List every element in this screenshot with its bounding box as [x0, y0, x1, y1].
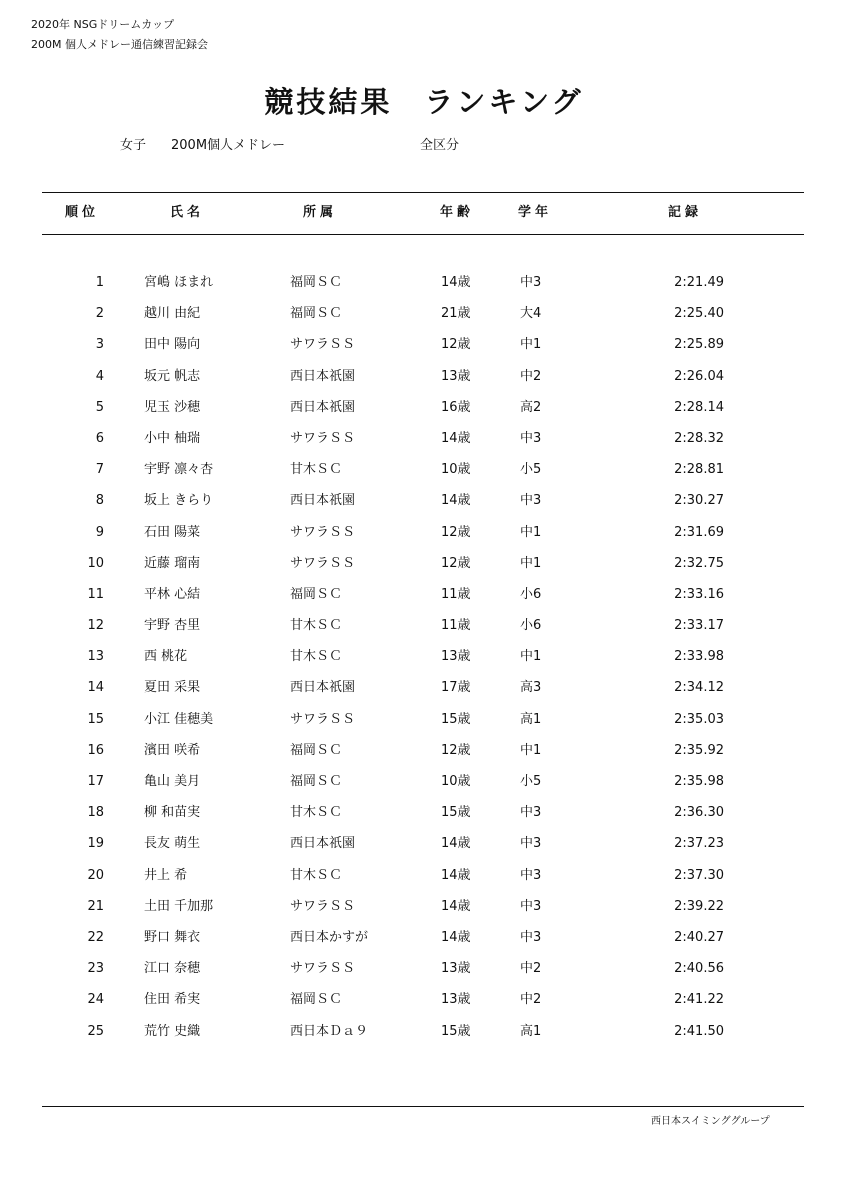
division-label: 全区分: [420, 138, 460, 153]
rank-cell: 25: [87, 1023, 104, 1039]
club-cell: サワラＳＳ: [290, 524, 356, 540]
record-cell: 2:36.30: [674, 805, 724, 821]
footer-rule: [42, 1106, 804, 1107]
name-cell: 小江 佳穂美: [144, 711, 214, 727]
grade-cell: 中1: [520, 555, 542, 571]
club-cell: 西日本祇園: [290, 680, 356, 696]
name-cell: 井上 希: [144, 867, 188, 883]
record-cell: 2:28.14: [674, 399, 724, 415]
table-row: [0, 585, 848, 616]
age-cell: 14歳: [441, 898, 471, 914]
grade-cell: 小6: [520, 586, 542, 602]
rank-cell: 12: [87, 618, 104, 634]
name-cell: 野口 舞衣: [144, 929, 201, 945]
club-cell: 福岡ＳＣ: [290, 774, 343, 789]
club-cell: 西日本Ｄａ９: [290, 1023, 369, 1039]
age-cell: 14歳: [441, 493, 471, 509]
age-cell: 13歳: [441, 961, 471, 977]
rank-cell: 22: [87, 929, 104, 945]
name-cell: 濱田 咲希: [144, 742, 201, 758]
age-cell: 13歳: [441, 992, 471, 1008]
grade-cell: 中2: [520, 992, 542, 1008]
table-row: [0, 803, 848, 834]
club-cell: 福岡ＳＣ: [290, 306, 343, 322]
name-cell: 宇野 凛々杏: [144, 462, 214, 478]
record-cell: 2:35.03: [674, 711, 724, 727]
name-cell: 平林 心結: [144, 586, 201, 602]
name-cell: 西 桃花: [144, 649, 188, 665]
rank-cell: 1: [95, 275, 104, 290]
table-row: [0, 523, 848, 554]
name-cell: 長友 萌生: [144, 836, 201, 852]
club-cell: 甘木ＳＣ: [290, 649, 343, 665]
record-cell: 2:25.89: [674, 337, 724, 353]
club-cell: サワラＳＳ: [290, 337, 356, 353]
club-cell: 西日本祇園: [290, 836, 356, 852]
record-cell: 2:28.81: [674, 462, 724, 478]
record-cell: 2:40.56: [674, 961, 724, 977]
grade-cell: 中1: [520, 742, 542, 758]
age-cell: 14歳: [441, 867, 471, 883]
results-table-body: [0, 273, 848, 1053]
table-row: [0, 273, 848, 304]
grade-cell: 小6: [520, 618, 542, 634]
name-cell: 田中 陽向: [144, 337, 201, 353]
name-cell: 越川 由紀: [144, 306, 201, 322]
record-cell: 2:33.16: [674, 586, 724, 602]
grade-cell: 中1: [520, 649, 542, 665]
rank-cell: 14: [87, 680, 104, 696]
name-cell: 近藤 瑠南: [144, 555, 201, 571]
table-row: [0, 678, 848, 709]
age-cell: 12歳: [441, 337, 471, 353]
rank-cell: 2: [95, 306, 104, 322]
rank-cell: 17: [87, 774, 104, 789]
table-row: [0, 959, 848, 990]
rank-cell: 6: [95, 430, 104, 446]
age-cell: 13歳: [441, 368, 471, 384]
grade-cell: 中3: [520, 493, 542, 509]
column-header-age: 年齢: [440, 205, 475, 220]
grade-cell: 中3: [520, 430, 542, 446]
table-row: [0, 491, 848, 522]
table-row: [0, 335, 848, 366]
age-cell: 15歳: [441, 711, 471, 727]
club-cell: サワラＳＳ: [290, 555, 356, 571]
rank-cell: 8: [95, 493, 104, 509]
age-cell: 17歳: [441, 680, 471, 696]
age-cell: 14歳: [441, 275, 471, 290]
record-cell: 2:35.92: [674, 742, 724, 758]
gender-label: 女子: [120, 138, 147, 153]
table-row: [0, 398, 848, 429]
table-row: [0, 304, 848, 335]
record-cell: 2:37.30: [674, 867, 724, 883]
name-cell: 石田 陽菜: [144, 524, 201, 540]
grade-cell: 中3: [520, 836, 542, 852]
club-cell: 西日本祇園: [290, 399, 356, 415]
name-cell: 土田 千加那: [144, 898, 214, 914]
age-cell: 14歳: [441, 929, 471, 945]
record-cell: 2:21.49: [674, 275, 724, 290]
club-cell: 福岡ＳＣ: [290, 275, 343, 290]
grade-cell: 中1: [520, 524, 542, 540]
table-row: [0, 460, 848, 491]
rank-cell: 4: [95, 368, 104, 384]
column-header-rank: 順位: [65, 205, 100, 220]
record-cell: 2:40.27: [674, 929, 724, 945]
club-cell: 西日本かすが: [290, 929, 369, 945]
table-row: [0, 866, 848, 897]
table-header-rule: [42, 234, 804, 235]
club-cell: 福岡ＳＣ: [290, 586, 343, 602]
grade-cell: 高3: [520, 680, 542, 696]
table-row: [0, 1022, 848, 1053]
rank-cell: 23: [87, 961, 104, 977]
club-cell: サワラＳＳ: [290, 961, 356, 977]
footer-organization: 西日本スイミンググループ: [651, 1116, 770, 1127]
table-row: [0, 367, 848, 398]
rank-cell: 19: [87, 836, 104, 852]
grade-cell: 高1: [520, 711, 542, 727]
age-cell: 10歳: [441, 774, 471, 789]
column-header-record: 記録: [668, 205, 703, 220]
club-cell: サワラＳＳ: [290, 430, 356, 446]
table-row: [0, 772, 848, 803]
age-cell: 12歳: [441, 555, 471, 571]
event-name: 2020年 NSGドリームカップ: [31, 18, 175, 31]
rank-cell: 15: [87, 711, 104, 727]
age-cell: 11歳: [441, 618, 471, 634]
club-cell: サワラＳＳ: [290, 711, 356, 727]
grade-cell: 中1: [520, 337, 542, 353]
grade-cell: 中3: [520, 805, 542, 821]
name-cell: 住田 希実: [144, 992, 201, 1008]
rank-cell: 10: [87, 555, 104, 571]
column-header-club: 所属: [303, 205, 338, 220]
grade-cell: 小5: [520, 774, 542, 789]
rank-cell: 24: [87, 992, 104, 1008]
grade-cell: 高2: [520, 399, 542, 415]
club-cell: サワラＳＳ: [290, 898, 356, 914]
age-cell: 15歳: [441, 1023, 471, 1039]
rank-cell: 11: [87, 586, 104, 602]
age-cell: 10歳: [441, 462, 471, 478]
name-cell: 宮嶋 ほまれ: [144, 275, 214, 290]
table-row: [0, 928, 848, 959]
age-cell: 14歳: [441, 836, 471, 852]
age-cell: 16歳: [441, 399, 471, 415]
age-cell: 15歳: [441, 805, 471, 821]
rank-cell: 18: [87, 805, 104, 821]
event-label: 200M個人メドレー: [171, 138, 286, 153]
table-row: [0, 616, 848, 647]
rank-cell: 7: [95, 462, 104, 478]
table-row: [0, 429, 848, 460]
name-cell: 坂元 帆志: [144, 368, 201, 384]
record-cell: 2:37.23: [674, 836, 724, 852]
club-cell: 甘木ＳＣ: [290, 805, 343, 821]
table-row: [0, 554, 848, 585]
column-header-name: 氏名: [170, 205, 205, 220]
name-cell: 宇野 杏里: [144, 618, 201, 634]
age-cell: 12歳: [441, 742, 471, 758]
name-cell: 柳 和苗実: [144, 805, 201, 821]
table-row: [0, 990, 848, 1021]
grade-cell: 中3: [520, 275, 542, 290]
age-cell: 12歳: [441, 524, 471, 540]
record-cell: 2:34.12: [674, 680, 724, 696]
record-cell: 2:25.40: [674, 306, 724, 322]
table-row: [0, 897, 848, 928]
grade-cell: 中2: [520, 368, 542, 384]
name-cell: 小中 柚瑞: [144, 430, 201, 446]
grade-cell: 高1: [520, 1023, 542, 1039]
record-cell: 2:28.32: [674, 430, 724, 446]
grade-cell: 中3: [520, 898, 542, 914]
grade-cell: 小5: [520, 462, 542, 478]
record-cell: 2:33.17: [674, 618, 724, 634]
table-row: [0, 647, 848, 678]
record-cell: 2:30.27: [674, 493, 724, 509]
name-cell: 児玉 沙穂: [144, 399, 201, 415]
rank-cell: 9: [95, 524, 104, 540]
age-cell: 14歳: [441, 430, 471, 446]
record-cell: 2:31.69: [674, 524, 724, 540]
record-cell: 2:41.22: [674, 992, 724, 1008]
name-cell: 夏田 采果: [144, 680, 201, 696]
page-title: 競技結果 ランキング: [264, 85, 584, 119]
name-cell: 荒竹 史織: [144, 1023, 201, 1039]
table-row: [0, 741, 848, 772]
record-cell: 2:35.98: [674, 774, 724, 789]
table-row: [0, 834, 848, 865]
rank-cell: 5: [95, 399, 104, 415]
grade-cell: 中2: [520, 961, 542, 977]
name-cell: 亀山 美月: [144, 774, 201, 789]
record-cell: 2:32.75: [674, 555, 724, 571]
record-cell: 2:33.98: [674, 649, 724, 665]
record-cell: 2:41.50: [674, 1023, 724, 1039]
grade-cell: 中3: [520, 929, 542, 945]
club-cell: 福岡ＳＣ: [290, 742, 343, 758]
name-cell: 坂上 きらり: [144, 493, 214, 509]
club-cell: 甘木ＳＣ: [290, 618, 343, 634]
record-cell: 2:26.04: [674, 368, 724, 384]
club-cell: 甘木ＳＣ: [290, 867, 343, 883]
rank-cell: 13: [87, 649, 104, 665]
club-cell: 西日本祇園: [290, 368, 356, 384]
age-cell: 21歳: [441, 306, 471, 322]
rank-cell: 16: [87, 742, 104, 758]
rank-cell: 20: [87, 867, 104, 883]
club-cell: 西日本祇園: [290, 493, 356, 509]
age-cell: 13歳: [441, 649, 471, 665]
rank-cell: 21: [87, 898, 104, 914]
table-top-rule: [42, 192, 804, 193]
name-cell: 江口 奈穂: [144, 961, 201, 977]
column-header-grade: 学年: [518, 205, 553, 220]
grade-cell: 大4: [520, 306, 542, 322]
rank-cell: 3: [95, 337, 104, 353]
grade-cell: 中3: [520, 867, 542, 883]
record-cell: 2:39.22: [674, 898, 724, 914]
age-cell: 11歳: [441, 586, 471, 602]
event-subtitle: 200M 個人メドレー通信練習記録会: [31, 38, 208, 51]
club-cell: 甘木ＳＣ: [290, 462, 343, 478]
club-cell: 福岡ＳＣ: [290, 992, 343, 1008]
table-row: [0, 710, 848, 741]
